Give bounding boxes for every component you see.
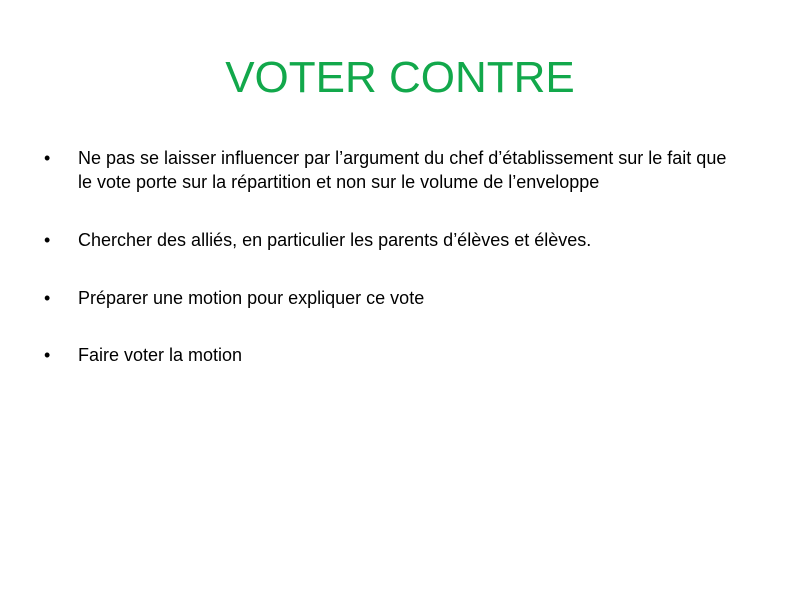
bullet-icon: • <box>44 288 51 308</box>
bullet-icon: • <box>44 148 51 168</box>
bullet-icon: • <box>44 345 51 365</box>
bullet-text: Ne pas se laisser influencer par l’argument du chef d’établissement sur le fait que le vote porte sur la répartition et non sur le volume de l’enveloppe <box>78 148 727 192</box>
bullet-text: Faire voter la motion <box>78 345 243 365</box>
slide-title: VOTER CONTRE <box>225 53 575 102</box>
bullet-icon: • <box>44 230 51 250</box>
bullet-text: Chercher des alliés, en particulier les parents d’élèves et élèves. <box>78 230 592 250</box>
bullet-text: Préparer une motion pour expliquer ce vote <box>78 288 425 308</box>
